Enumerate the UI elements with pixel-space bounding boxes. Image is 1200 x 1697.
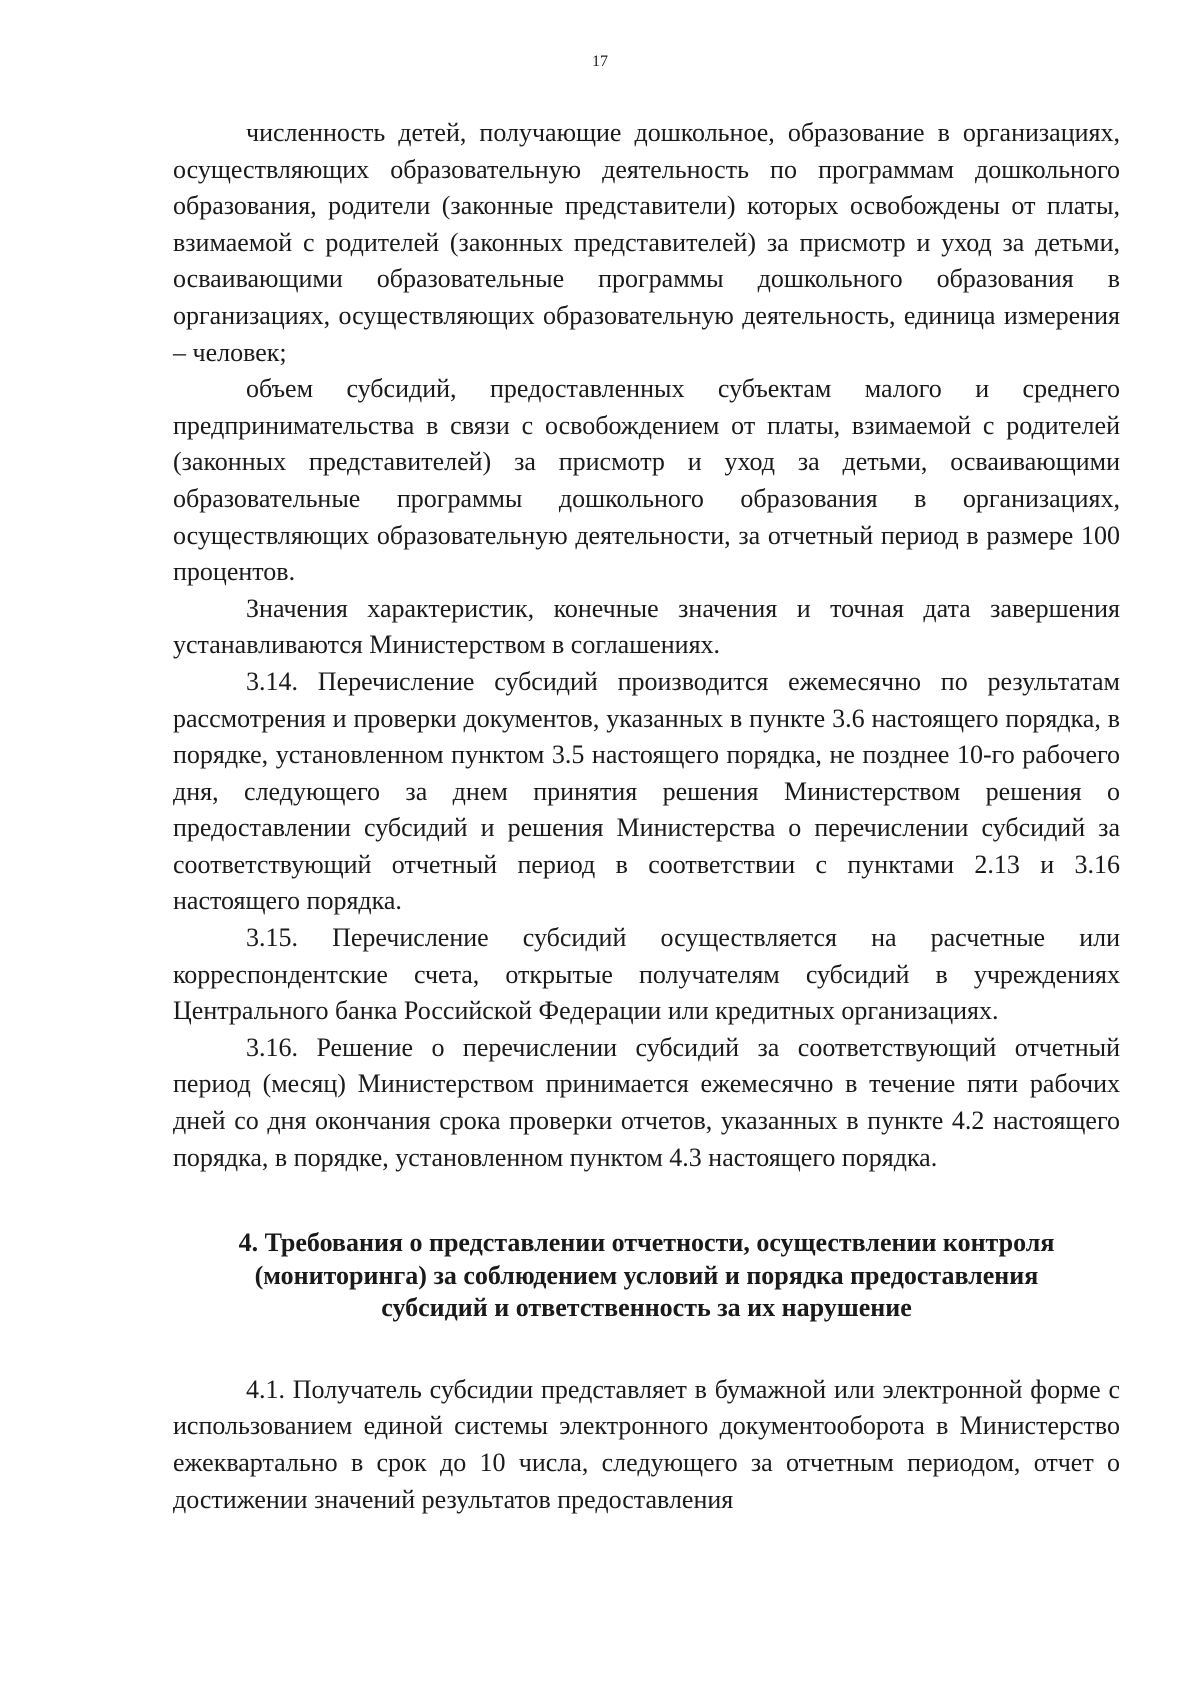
section-4-heading: 4. Требования о представлении отчетности, осуществлении контроля (мониторинга) за соблюдением условий и порядка предоставления субсидий и ответственность за их нарушение xyxy=(238,1228,1055,1323)
paragraph-characteristics: Значения характеристик, конечные значения и точная дата завершения устанавливаются Министерством в соглашениях. xyxy=(173,593,1120,660)
paragraph-3-14: 3.14. Перечисление субсидий производится ежемесячно по результатам рассмотрения и проверки документов, указанных в пункте 3.6 настоящего порядка, в порядке, установленном пунктом 3.5 настоящего порядка, не позднее 10-го рабочего дня, следующего за днем принятия решения Министерством решения о предоставлении субсидий и решения Министерства о перечислении субсидий за соответствующий отчетный период в соответствии с пунктами 2.13 и 3.16 настоящего порядка. xyxy=(173,666,1120,916)
paragraph-3-16: 3.16. Решение о перечислении субсидий за соответствующий отчетный период (месяц) Министерством принимается ежемесячно в течение пяти рабочих дней со дня окончания срока проверки отчетов, указанных в пункте 4.2 настоящего порядка, в порядке, установленном пунктом 4.3 настоящего порядка. xyxy=(173,1032,1120,1172)
paragraph-children-count: численность детей, получающие дошкольное, образование в организациях, осуществляющих образовательную деятельность по программам дошкольного образования, родители (законные представители) которых освобождены от платы, взимаемой с родителей (законных представителей) за присмотр и уход за детьми, осваивающими образовательные программы дошкольного образования в организациях, осуществляющих образовательную деятельность, единица измерения – человек; xyxy=(173,118,1120,367)
document-body xyxy=(173,115,1120,1518)
paragraph-subsidy-volume: объем субсидий, предоставленных субъектам малого и среднего предпринимательства в связи с освобождением от платы, взимаемой с родителей (законных представителей) за присмотр и уход за детьми, осваивающими образовательные программы дошкольного образования в организациях, осуществляющих образовательную деятельности, за отчетный период в размере 100 процентов. xyxy=(173,374,1120,587)
paragraph-4-1: 4.1. Получатель субсидии представляет в бумажной или электронной форме с использованием единой системы электронного документооборота в Министерство ежеквартально в срок до 10 числа, следующего за отчетным периодом, отчет о достижении значений результатов предоставления xyxy=(173,1374,1120,1514)
paragraph-3-15: 3.15. Перечисление субсидий осуществляется на расчетные или корреспондентские счета, открытые получателям субсидий в учреждениях Центрального банка Российской Федерации или кредитных организациях. xyxy=(173,923,1120,1026)
page-number: 17 xyxy=(592,53,608,70)
